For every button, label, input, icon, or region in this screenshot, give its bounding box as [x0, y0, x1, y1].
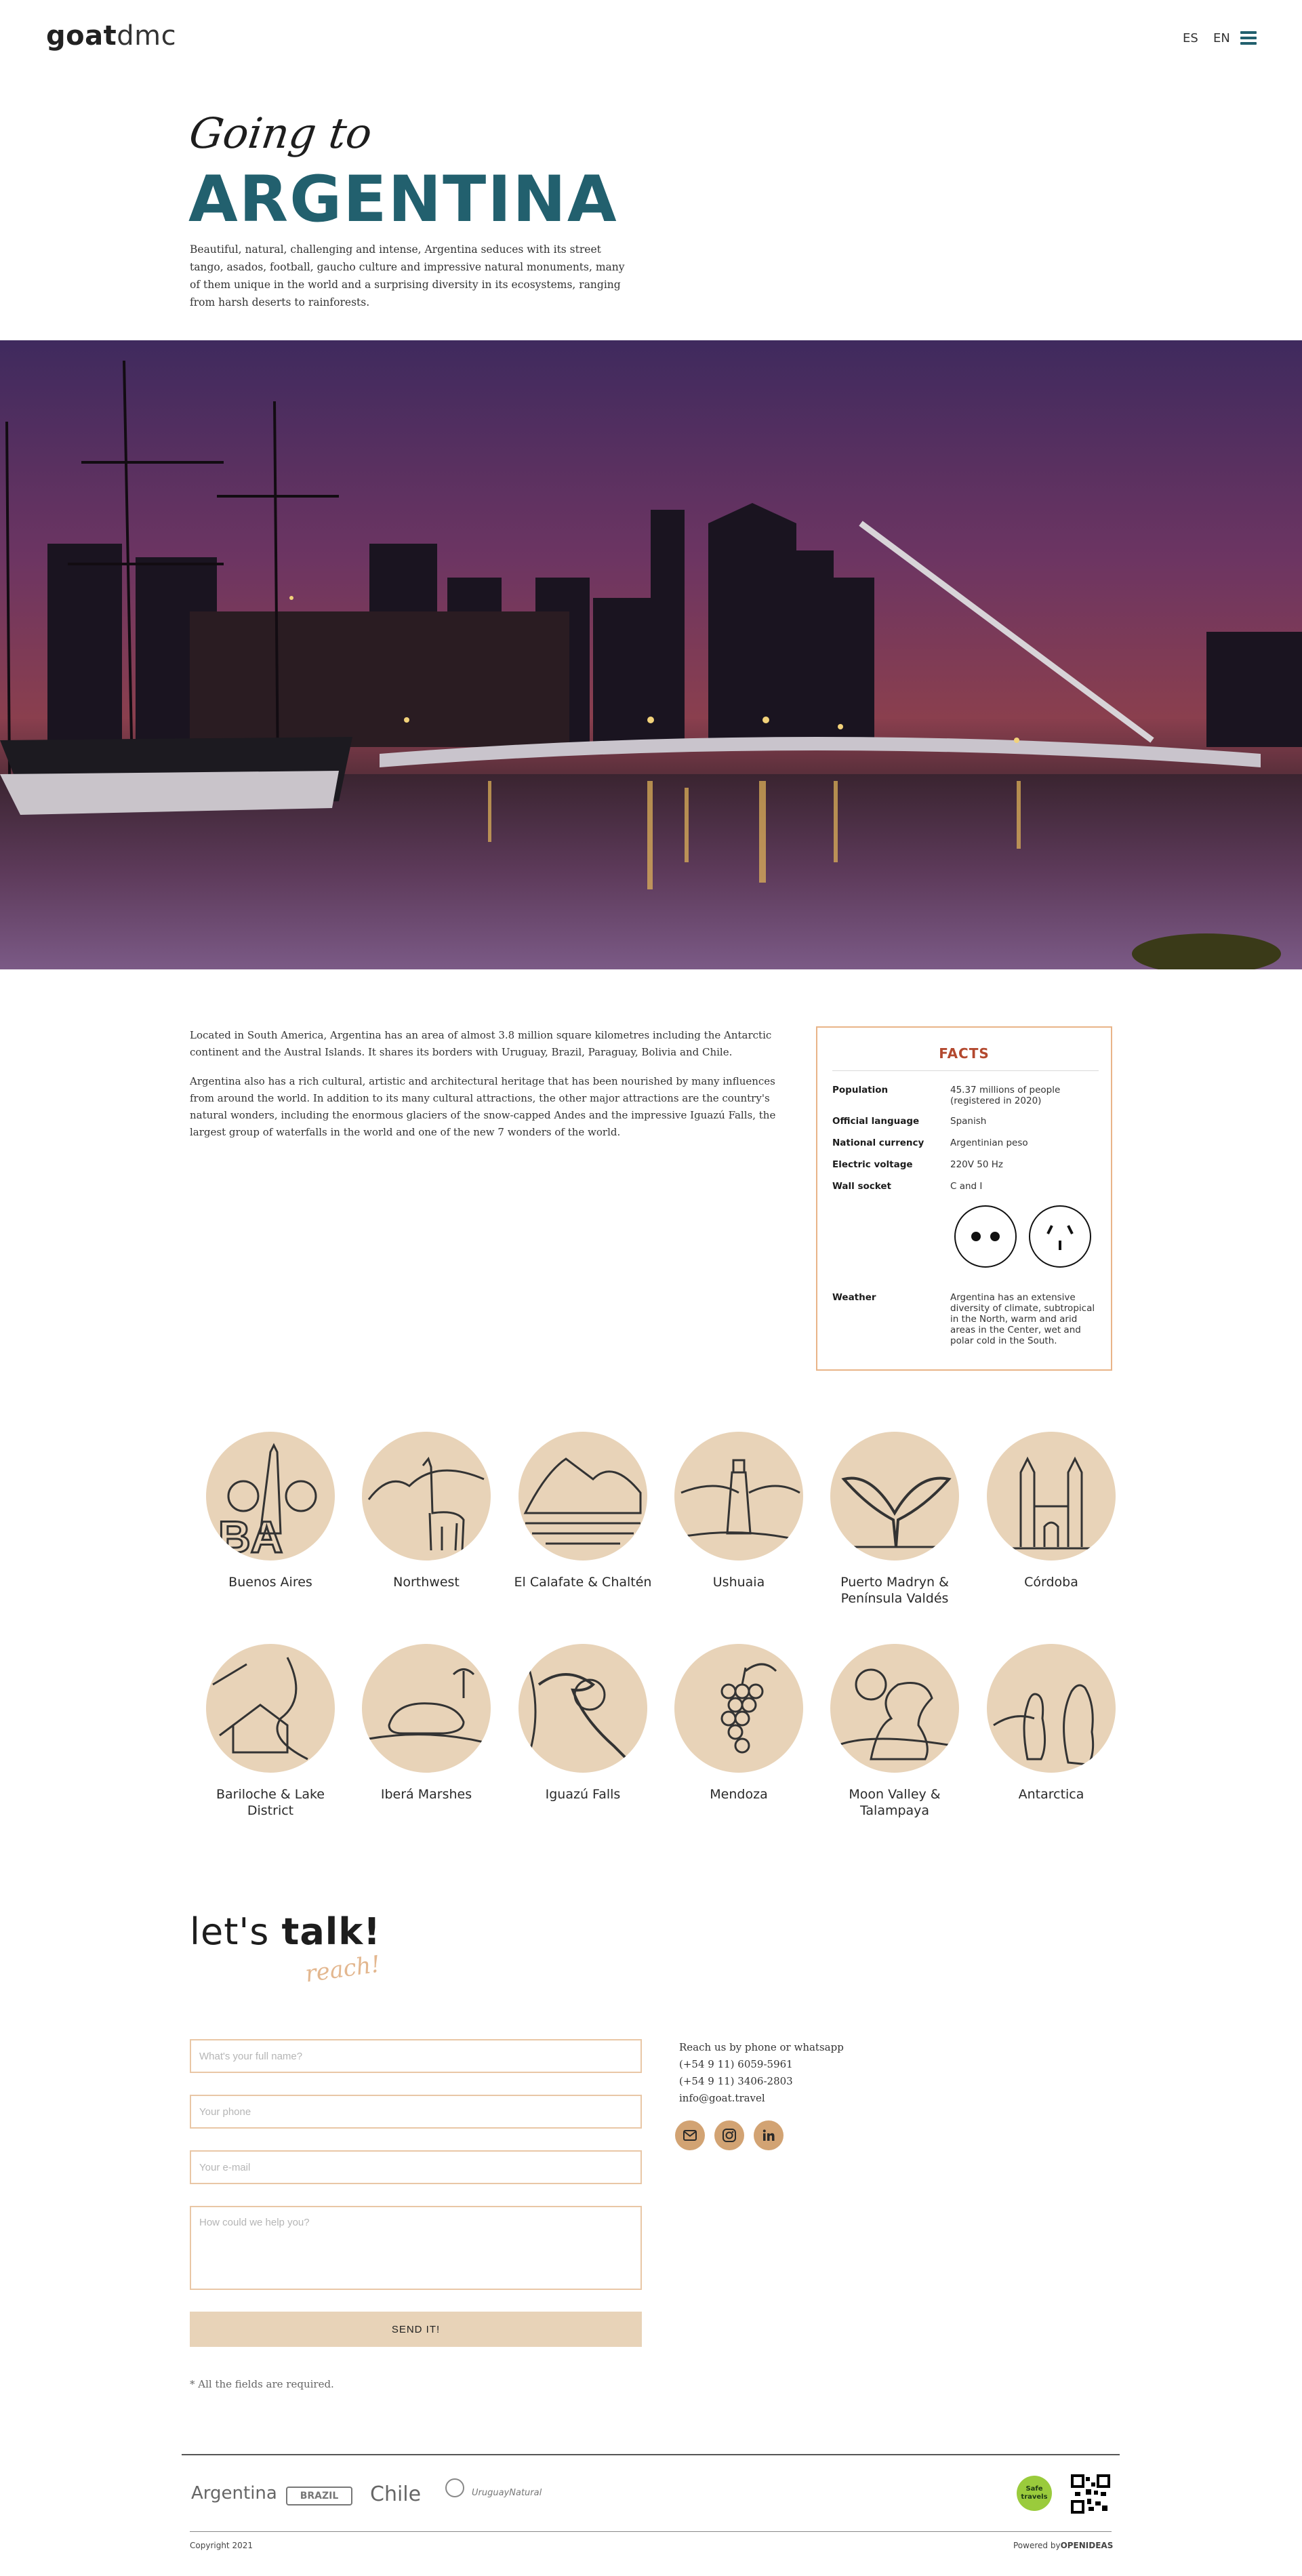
destination-name: Iberá Marshes — [380, 1787, 472, 1802]
instagram-icon[interactable] — [714, 2120, 744, 2150]
footer-divider-bottom — [190, 2531, 1112, 2532]
facts-card — [816, 1026, 1112, 1371]
qr-code-icon — [1071, 2474, 1110, 2516]
facts-title: FACTS — [939, 1045, 990, 1062]
destination-card[interactable] — [661, 1432, 817, 1590]
glacier-icon — [518, 1432, 647, 1561]
logo[interactable] — [46, 20, 176, 52]
svg-text:BA: BA — [218, 1512, 283, 1561]
socket-label: Wall socket — [832, 1181, 892, 1192]
destination-name: Iguazú Falls — [545, 1787, 621, 1802]
partner-chile-logo[interactable]: Chile — [370, 2482, 422, 2506]
voltage-value: 220V 50 Hz — [950, 1159, 1004, 1170]
destination-name: Northwest — [393, 1575, 460, 1590]
destination-name: Puerto Madryn & Península Valdés — [840, 1575, 949, 1606]
destination-card[interactable] — [505, 1432, 661, 1590]
rock-formation-icon — [830, 1644, 959, 1773]
contact-title — [190, 1910, 381, 1953]
contact-info — [679, 2039, 844, 2107]
top-bar — [0, 0, 1302, 81]
destination-name: Bariloche & Lake District — [216, 1787, 325, 1818]
capybara-icon — [362, 1644, 491, 1773]
contact-title-bold: talk! — [281, 1910, 381, 1953]
socket-type-c-icon — [954, 1205, 1017, 1268]
llama-icon — [362, 1432, 491, 1561]
logo-light: dmc — [117, 20, 177, 52]
powered-brand: OPENIDEAS — [1060, 2541, 1114, 2550]
about-paragraph-2: Argentina also has a rich cultural, artistic and architectural heritage that has been nourished by many influences from around the world. In addition to its many cultural attractions, the other major attractions are the country's natural wonders, including the enormous glaciers of the snow-capped Andes and the impressive Iguazú Falls, the largest group of waterfalls in the world and one of the new 7 wonders of the world. — [190, 1075, 776, 1138]
destination-card[interactable] — [348, 1644, 504, 1803]
destination-card[interactable] — [192, 1432, 348, 1590]
destination-card[interactable] — [973, 1432, 1129, 1590]
voltage-label: Electric voltage — [832, 1159, 913, 1170]
partner-uruguay-logo[interactable]: UruguayNatural — [472, 2488, 542, 2498]
destination-card[interactable] — [348, 1432, 504, 1590]
currency-value: Argentinian peso — [950, 1138, 1028, 1148]
partner-argentina-logo[interactable]: Argentina — [191, 2483, 277, 2503]
going-to-script: Going to — [186, 108, 375, 158]
population-value: 45.37 millions of people (registered in 2020) — [950, 1085, 1061, 1106]
email-field[interactable] — [190, 2150, 642, 2184]
partner-brazil-logo[interactable]: BRAZIL — [286, 2487, 352, 2505]
powered-prefix: Powered by — [1013, 2541, 1061, 2550]
destination-name: El Calafate & Chaltén — [514, 1575, 652, 1590]
destination-name: Moon Valley & Talampaya — [849, 1787, 941, 1818]
about-paragraph-1: Located in South America, Argentina has an area of almost 3.8 million square kilometres including the Antarctic continent and the Austral Islands. It shares its borders with Uruguay, Brazil, Paraguay, Bolivia and Chile. — [190, 1029, 772, 1058]
copyright: Copyright 2021 — [190, 2541, 253, 2550]
socket-type-i-icon — [1029, 1205, 1091, 1268]
destination-card[interactable] — [817, 1644, 973, 1819]
reach-text: Reach us by phone or whatsapp — [679, 2041, 844, 2053]
weather-value: Argentina has an extensive diversity of climate, subtropical in the North, warm and arid areas in the Center, wet and polar cold in the South. — [950, 1292, 1095, 1346]
destination-card[interactable] — [661, 1644, 817, 1803]
linkedin-icon[interactable] — [754, 2120, 784, 2150]
destination-name: Antarctica — [1018, 1787, 1084, 1802]
mail-icon[interactable] — [675, 2120, 705, 2150]
message-field[interactable] — [190, 2206, 642, 2290]
hero-photo — [0, 340, 1302, 969]
destination-name: Mendoza — [710, 1787, 768, 1802]
socket-value: C and I — [950, 1181, 983, 1192]
weather-label: Weather — [832, 1292, 876, 1303]
contact-title-light: let's — [190, 1910, 282, 1953]
required-note: * All the fields are required. — [190, 2378, 334, 2390]
powered-by[interactable] — [1013, 2541, 1113, 2550]
language-value: Spanish — [950, 1116, 987, 1127]
page-title: ARGENTINA — [188, 163, 618, 237]
destination-card[interactable] — [817, 1432, 973, 1607]
penguin-icon — [987, 1644, 1116, 1773]
lang-es-link[interactable]: ES — [1183, 31, 1198, 45]
phone-1[interactable]: (+54 9 11) 6059-5961 — [679, 2058, 793, 2070]
population-label: Population — [832, 1085, 889, 1095]
name-field[interactable] — [190, 2039, 642, 2073]
lighthouse-icon — [674, 1432, 803, 1561]
cathedral-icon — [987, 1432, 1116, 1561]
cabin-icon — [206, 1644, 335, 1773]
currency-label: National currency — [832, 1138, 924, 1148]
intro-text: Beautiful, natural, challenging and intense, Argentina seduces with its street tango, asados, football, gaucho culture and impressive natural monuments, many of them unique in the world and a surprising diversity in its ecosystems, ranging from harsh deserts to rainforests. — [190, 243, 625, 308]
logo-bold: goat — [46, 20, 117, 52]
phone-field[interactable] — [190, 2095, 642, 2129]
uruguay-sun-icon — [445, 2478, 464, 2497]
toucan-icon — [518, 1644, 647, 1773]
contact-email[interactable]: info@goat.travel — [679, 2092, 765, 2104]
send-button[interactable]: SEND IT! — [190, 2312, 642, 2347]
buenos-aires-icon — [206, 1432, 335, 1561]
about-section — [190, 1027, 800, 1153]
lang-en-link[interactable]: EN — [1213, 31, 1230, 45]
destination-name: Ushuaia — [712, 1575, 765, 1590]
footer-divider-top — [182, 2454, 1120, 2455]
destination-name: Córdoba — [1024, 1575, 1078, 1590]
reach-script: reach! — [303, 1950, 382, 1988]
menu-icon[interactable] — [1240, 31, 1257, 45]
facts-divider — [832, 1070, 1099, 1071]
destination-card[interactable] — [505, 1644, 661, 1803]
destination-card[interactable] — [973, 1644, 1129, 1803]
whale-tail-icon — [830, 1432, 959, 1561]
language-label: Official language — [832, 1116, 920, 1127]
destination-name: Buenos Aires — [228, 1575, 312, 1590]
phone-2[interactable]: (+54 9 11) 3406-2803 — [679, 2075, 793, 2087]
safe-travels-badge: Safe travels — [1017, 2476, 1052, 2511]
grapes-icon — [674, 1644, 803, 1773]
destination-card[interactable] — [192, 1644, 348, 1819]
